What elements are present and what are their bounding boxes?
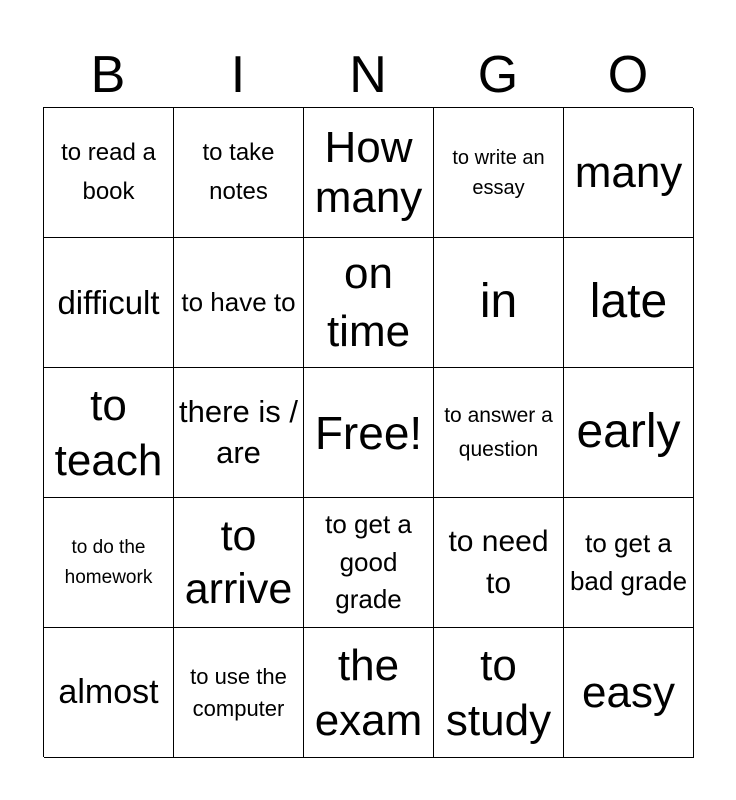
bingo-cell[interactable] xyxy=(304,628,434,758)
cell-text: to study xyxy=(445,640,552,745)
bingo-cell[interactable] xyxy=(174,628,304,758)
bingo-cell[interactable] xyxy=(564,108,694,238)
header-letter-g: G xyxy=(477,46,519,104)
free-space-text: Free! xyxy=(314,406,423,459)
bingo-cell[interactable] xyxy=(44,368,174,498)
header-letter-o: O xyxy=(607,46,649,104)
bingo-cell[interactable] xyxy=(434,628,564,758)
cell-text: to get a good grade xyxy=(325,508,412,615)
bingo-cell[interactable] xyxy=(174,238,304,368)
cell-text: there is / are xyxy=(179,394,298,470)
cell-text: to have to xyxy=(181,287,296,318)
cell-text: to take notes xyxy=(202,139,275,205)
cell-text: late xyxy=(589,275,668,329)
cell-text: to need to xyxy=(448,524,549,600)
header-letter-n: N xyxy=(349,46,387,104)
cell-text: the exam xyxy=(314,640,423,745)
bingo-cell[interactable] xyxy=(44,238,174,368)
cell-text: on time xyxy=(326,249,411,356)
cell-text: almost xyxy=(58,673,159,711)
bingo-board xyxy=(43,107,693,757)
cell-text: in xyxy=(479,275,518,329)
bingo-cell[interactable] xyxy=(434,238,564,368)
bingo-cell[interactable] xyxy=(174,368,304,498)
bingo-cell[interactable] xyxy=(304,238,434,368)
cell-text: How many xyxy=(314,122,423,222)
bingo-cell[interactable] xyxy=(44,108,174,238)
bingo-cell[interactable] xyxy=(564,628,694,758)
cell-text: to use the computer xyxy=(190,663,287,721)
bingo-cell[interactable] xyxy=(564,238,694,368)
cell-text: many xyxy=(574,147,683,197)
bingo-cell[interactable] xyxy=(304,108,434,238)
bingo-cell[interactable] xyxy=(434,498,564,628)
bingo-cell[interactable] xyxy=(434,368,564,498)
cell-text: to arrive xyxy=(184,512,293,613)
cell-text: to read a book xyxy=(61,139,156,205)
bingo-cell[interactable] xyxy=(564,368,694,498)
cell-text: to write an essay xyxy=(452,146,545,199)
free-space-cell[interactable] xyxy=(304,368,434,498)
cell-text: difficult xyxy=(57,283,160,321)
bingo-cell[interactable] xyxy=(174,498,304,628)
cell-text: early xyxy=(576,405,681,459)
cell-text: easy xyxy=(582,667,675,717)
bingo-cell[interactable] xyxy=(174,108,304,238)
bingo-cell[interactable] xyxy=(44,628,174,758)
bingo-cell[interactable] xyxy=(564,498,694,628)
cell-text: to get a bad grade xyxy=(569,527,688,596)
header-letter-i: I xyxy=(230,46,246,104)
cell-text: to teach xyxy=(54,380,163,485)
header-letter-b: B xyxy=(90,46,126,104)
bingo-header xyxy=(43,44,693,106)
cell-text: to answer a question xyxy=(444,403,553,461)
bingo-cell[interactable] xyxy=(44,498,174,628)
bingo-cell[interactable] xyxy=(304,498,434,628)
cell-text: to do the homework xyxy=(64,537,153,588)
bingo-cell[interactable] xyxy=(434,108,564,238)
